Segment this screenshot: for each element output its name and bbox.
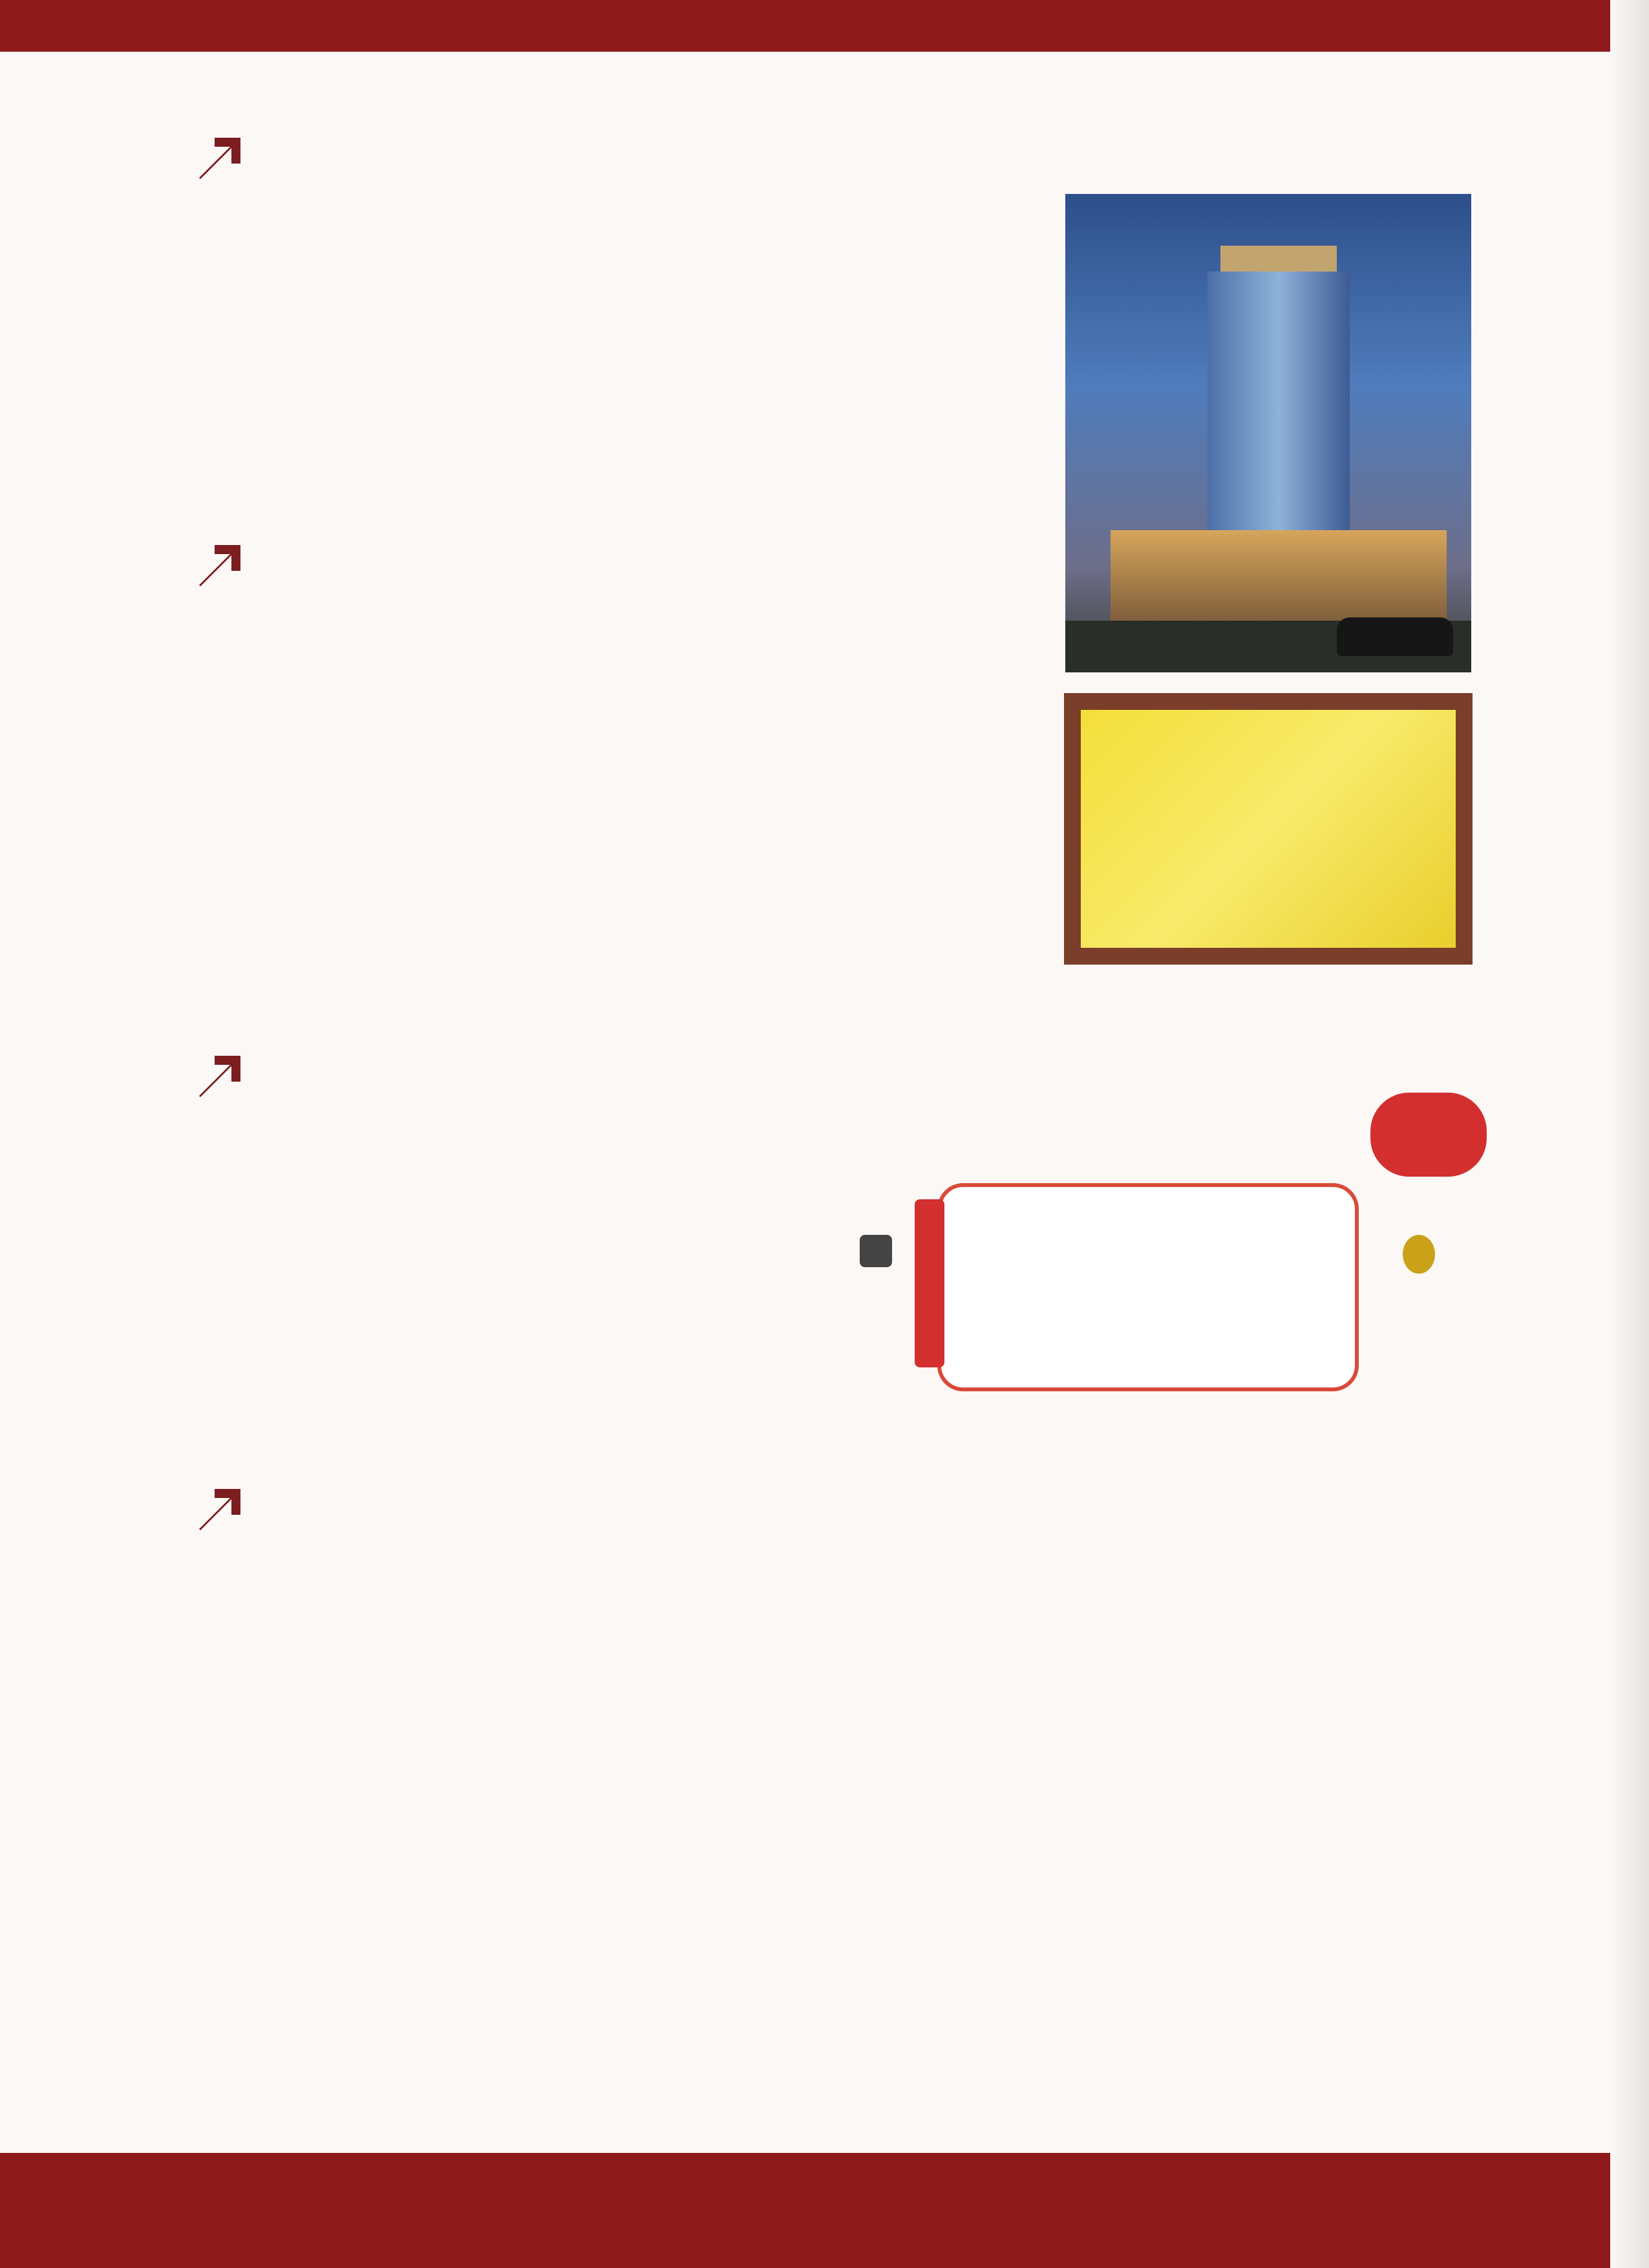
- service-box: [937, 1183, 1359, 1391]
- service-diagram: [847, 1093, 1480, 1455]
- person-icon: [1403, 1235, 1435, 1274]
- heading-intro: [194, 133, 271, 184]
- page-edge: [1610, 0, 1649, 2268]
- heading-process: [194, 540, 271, 592]
- bottom-band: [0, 2153, 1649, 2268]
- building-photo: [1065, 194, 1471, 672]
- tools-icon: [860, 1235, 892, 1267]
- arrow-icon: [194, 1051, 246, 1102]
- arrow-icon: [194, 540, 246, 592]
- award-plaque: [1064, 693, 1473, 965]
- podium: [1111, 530, 1447, 627]
- top-band: [0, 0, 1649, 52]
- arrow-icon: [194, 1484, 246, 1535]
- heading-advantage: [194, 1484, 271, 1535]
- service-cloud: [1370, 1093, 1487, 1177]
- car: [1337, 617, 1453, 656]
- sme-exporter-label: [915, 1199, 944, 1367]
- arrow-icon: [194, 133, 246, 184]
- heading-overview: [194, 1051, 271, 1102]
